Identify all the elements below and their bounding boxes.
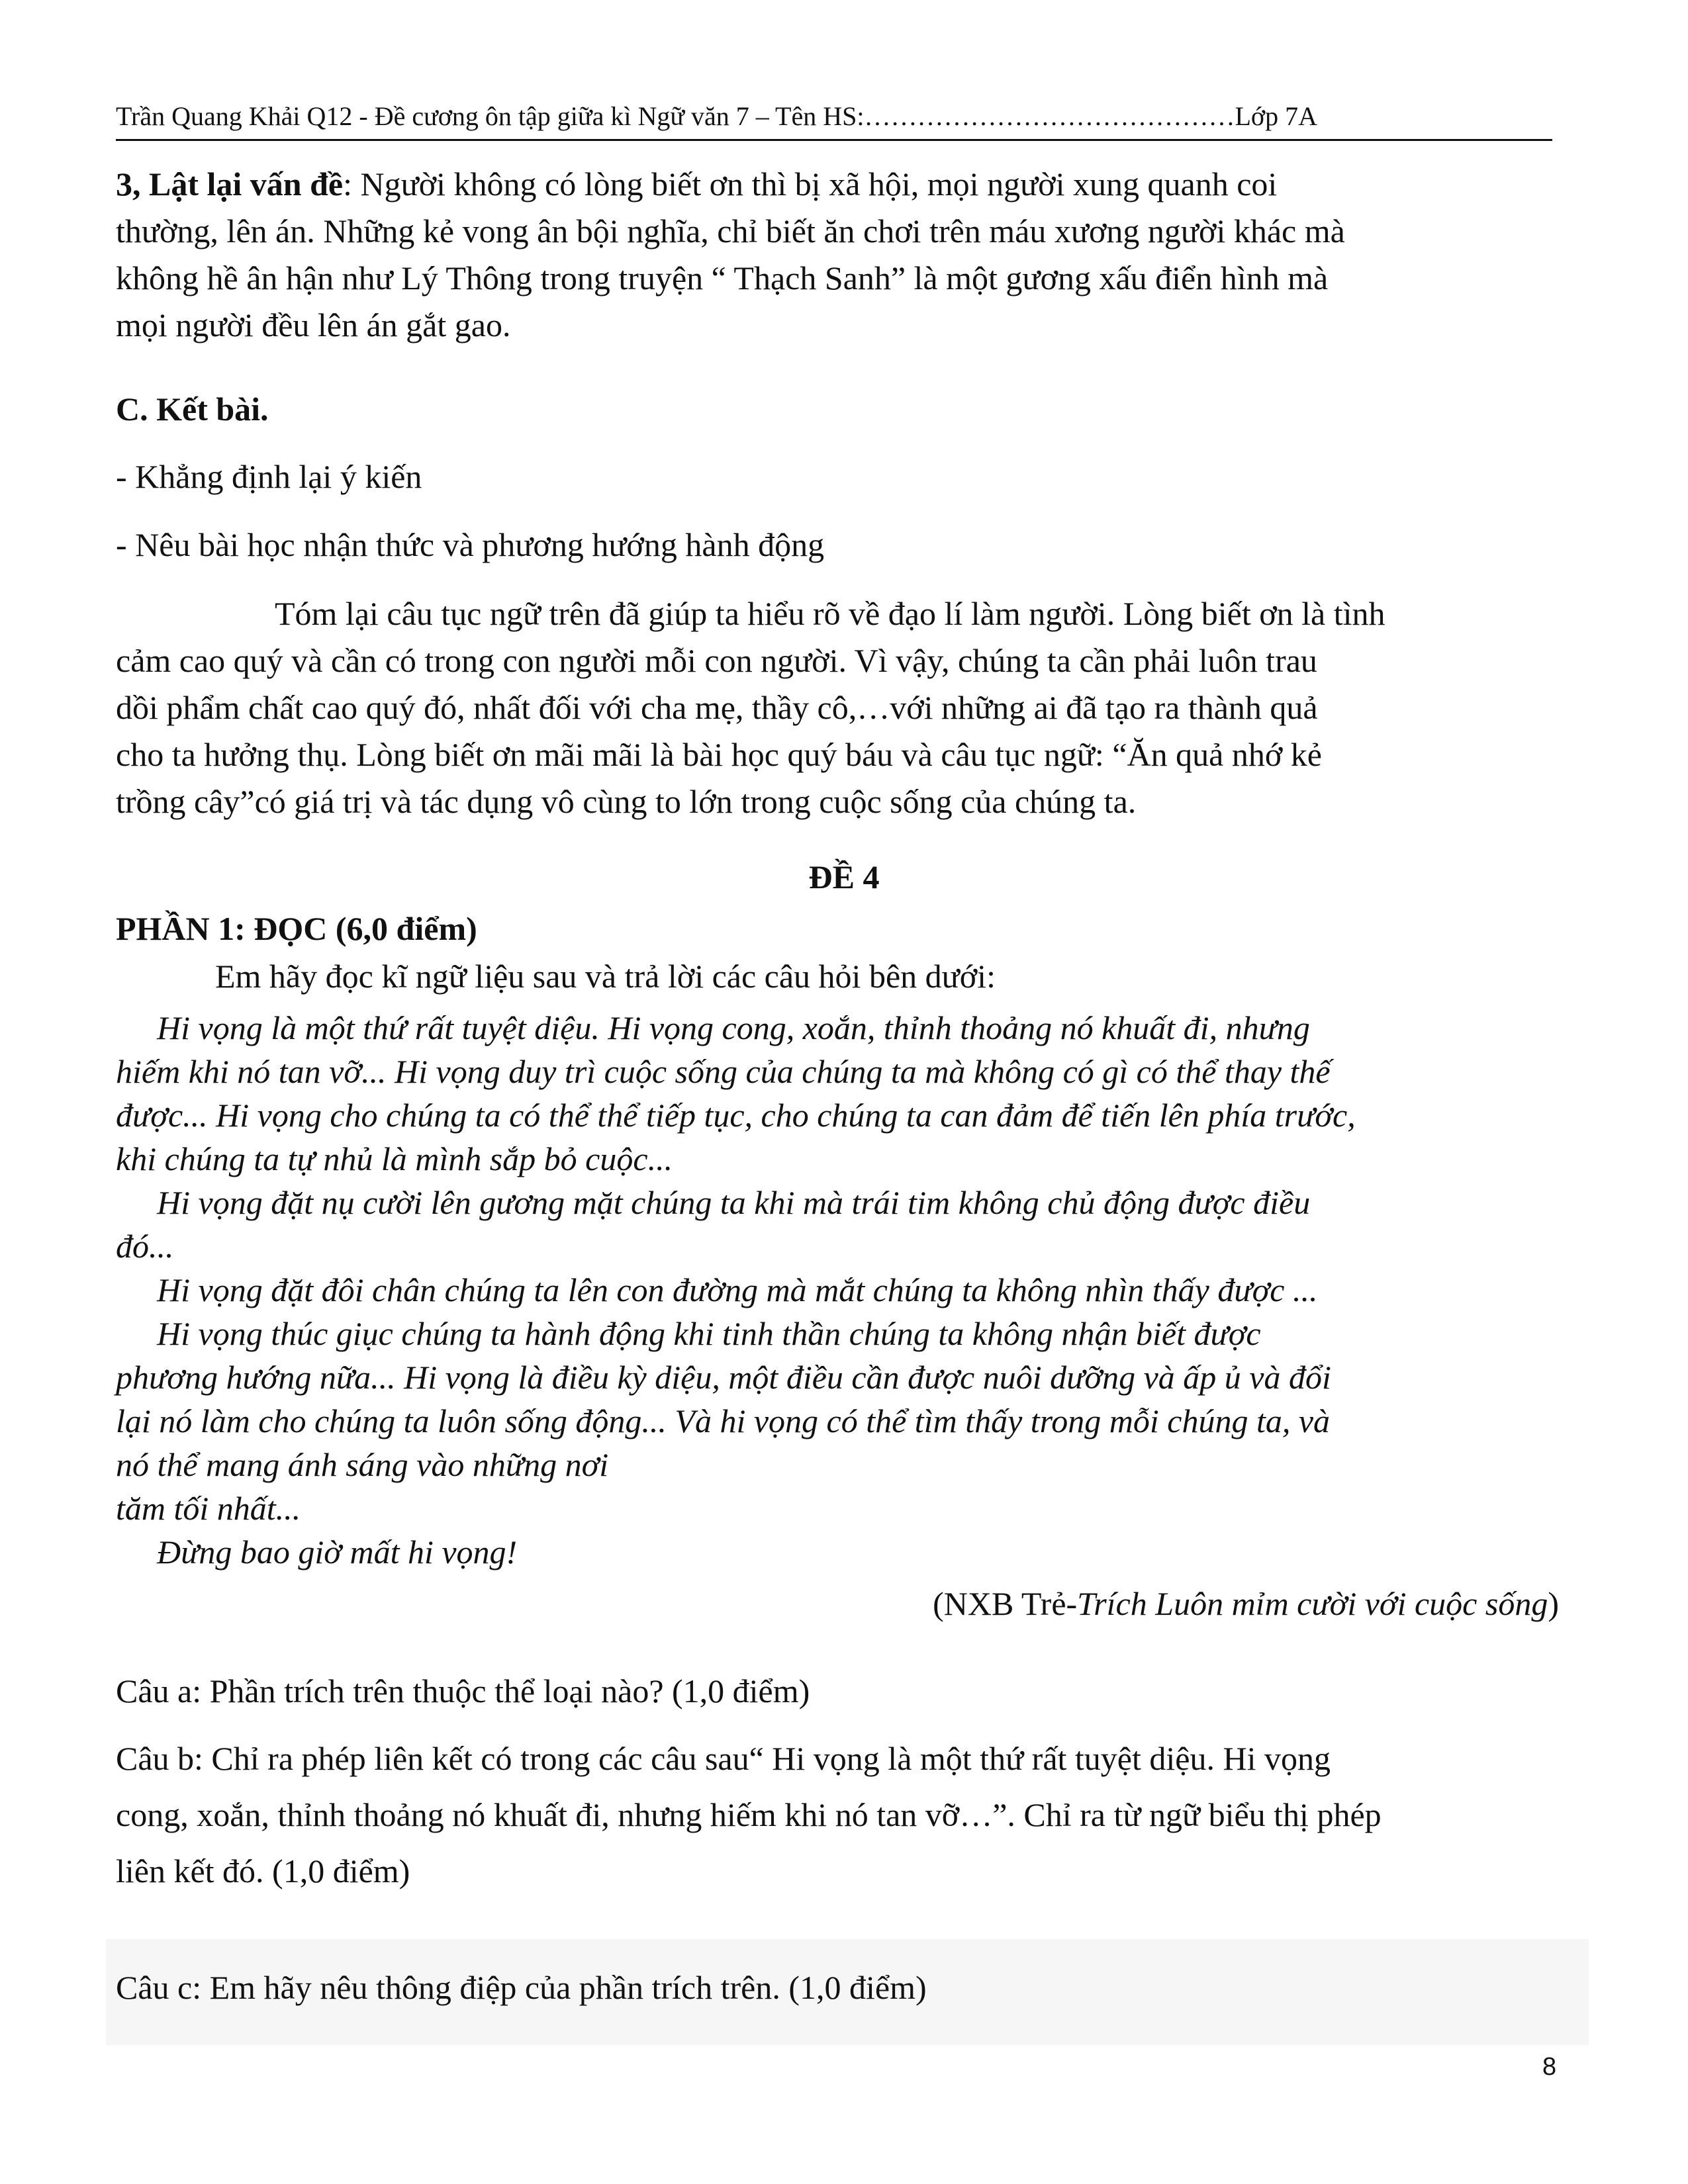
passage-line-9: phương hướng nữa... Hi vọng là điều kỳ diệu, một điều cần được nuôi dưỡng và ấp ủ và đổi <box>116 1359 1331 1396</box>
source-title: Trích Luôn mỉm cười với cuộc sống <box>1077 1585 1548 1622</box>
passage-line-2: hiếm khi nó tan vỡ... Hi vọng duy trì cuộc sống của chúng ta mà không có gì có thể thay thế <box>116 1053 1331 1090</box>
source-prefix: (NXB Trẻ- <box>933 1585 1078 1622</box>
header-divider <box>116 139 1552 141</box>
conclusion-line-5: trồng cây”có giá trị và tác dụng vô cùng to lớn trong cuộc sống của chúng ta. <box>116 783 1137 820</box>
section-3-line-3: không hề ân hận như Lý Thông trong truyện “ Thạch Sanh” là một gương xấu điển hình mà <box>116 259 1329 296</box>
question-b <box>116 1731 1572 1899</box>
conclusion-bullet-1: - Khẳng định lại ý kiến <box>116 458 422 495</box>
reading-instruction: Em hãy đọc kĩ ngữ liệu sau và trả lời các câu hỏi bên dưới: <box>215 958 996 995</box>
section-3-line-1: : Người không có lòng biết ơn thì bị xã hội, mọi người xung quanh coi <box>343 165 1278 203</box>
conclusion-line-1: Tóm lại câu tục ngữ trên đã giúp ta hiểu rõ về đạo lí làm người. Lòng biết ơn là tình <box>275 595 1385 632</box>
section-3-heading: 3, Lật lại vấn đề <box>116 165 344 203</box>
section-3-line-2: thường, lên án. Những kẻ vong ân bội nghĩa, chỉ biết ăn chơi trên máu xương người khác mà <box>116 212 1345 250</box>
passage-line-10: lại nó làm cho chúng ta luôn sống động... Và hi vọng có thể tìm thấy trong mỗi chúng ta, và <box>116 1402 1331 1439</box>
conclusion-line-2: cảm cao quý và cần có trong con người mỗi con người. Vì vậy, chúng ta cần phải luôn trau <box>116 642 1317 679</box>
conclusion-heading: C. Kết bài. <box>116 390 269 428</box>
conclusion-paragraph <box>116 590 1572 825</box>
passage-line-6: đó... <box>116 1228 174 1265</box>
passage-line-7: Hi vọng đặt đôi chân chúng ta lên con đường mà mắt chúng ta không nhìn thấy được ... <box>157 1271 1318 1308</box>
passage-line-12: tăm tối nhất... <box>116 1490 301 1527</box>
passage-line-1: Hi vọng là một thứ rất tuyệt diệu. Hi vọng cong, xoắn, thỉnh thoảng nó khuất đi, nhưng <box>157 1009 1310 1046</box>
passage-line-3: được... Hi vọng cho chúng ta có thể thể tiếp tục, cho chúng ta can đảm để tiến lên phía trước, <box>116 1097 1356 1134</box>
passage-line-11: nó thể mang ánh sáng vào những nơi <box>116 1446 609 1483</box>
passage-source <box>116 1580 1559 1627</box>
section-3-paragraph <box>116 161 1572 349</box>
conclusion-line-3: dồi phẩm chất cao quý đó, nhất đối với cha mẹ, thầy cô,…với những ai đã tạo ra thành quả <box>116 689 1318 726</box>
conclusion-line-4: cho ta hưởng thụ. Lòng biết ơn mãi mãi là bài học quý báu và câu tục ngữ: “Ăn quả nhớ kẻ <box>116 736 1322 773</box>
page-number: 8 <box>1542 2053 1557 2081</box>
question-b-line-2: cong, xoắn, thỉnh thoảng nó khuất đi, nhưng hiếm khi nó tan vỡ…”. Chỉ ra từ ngữ biểu thị phép <box>116 1796 1382 1833</box>
page-header: Trần Quang Khải Q12 - Đề cương ôn tập giữa kì Ngữ văn 7 – Tên HS:……………………………………Lớp 7A <box>116 101 1317 131</box>
passage-line-13: Đừng bao giờ mất hi vọng! <box>157 1533 518 1570</box>
source-suffix: ) <box>1548 1585 1559 1622</box>
question-b-line-3: liên kết đó. (1,0 điểm) <box>116 1852 410 1889</box>
exam-title: ĐỀ 4 <box>808 858 880 895</box>
part-1-heading: PHẦN 1: ĐỌC (6,0 điểm) <box>116 910 477 947</box>
section-3-line-4: mọi người đều lên án gắt gao. <box>116 306 511 343</box>
passage-line-5: Hi vọng đặt nụ cười lên gương mặt chúng ta khi mà trái tim không chủ động được điều <box>157 1184 1311 1221</box>
passage-line-8: Hi vọng thúc giục chúng ta hành động khi tinh thần chúng ta không nhận biết được <box>157 1315 1261 1352</box>
conclusion-bullet-2: - Nêu bài học nhận thức và phương hướng hành động <box>116 526 825 563</box>
question-b-line-1: Câu b: Chỉ ra phép liên kết có trong các câu sau“ Hi vọng là một thứ rất tuyệt diệu. Hi vọng <box>116 1740 1331 1777</box>
reading-passage <box>116 1006 1572 1574</box>
question-c: Câu c: Em hãy nêu thông điệp của phần trích trên. (1,0 điểm) <box>116 1969 927 2006</box>
passage-line-4: khi chúng ta tự nhủ là mình sắp bỏ cuộc... <box>116 1140 673 1177</box>
question-a: Câu a: Phần trích trên thuộc thể loại nào? (1,0 điểm) <box>116 1672 810 1709</box>
